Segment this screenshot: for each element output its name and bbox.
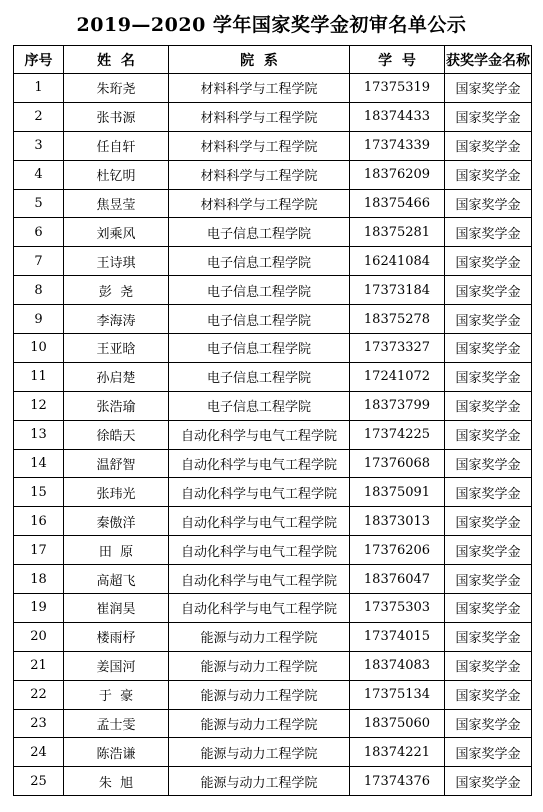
column-header-department: 院 系 bbox=[169, 46, 350, 74]
index-cell: 7 bbox=[14, 247, 64, 276]
department-cell: 自动化科学与电气工程学院 bbox=[169, 420, 350, 449]
student-id-cell: 18376209 bbox=[350, 160, 445, 189]
department-cell: 材料科学与工程学院 bbox=[169, 131, 350, 160]
table-row bbox=[14, 651, 532, 680]
award-cell: 国家奖学金 bbox=[445, 536, 532, 565]
name-cell: 孟士雯 bbox=[64, 709, 169, 738]
name-cell: 张玮光 bbox=[64, 478, 169, 507]
index-cell: 3 bbox=[14, 131, 64, 160]
student-id-cell: 17241072 bbox=[350, 362, 445, 391]
department-cell: 电子信息工程学院 bbox=[169, 218, 350, 247]
table-row bbox=[14, 536, 532, 565]
award-cell: 国家奖学金 bbox=[445, 507, 532, 536]
award-cell: 国家奖学金 bbox=[445, 594, 532, 623]
department-cell: 能源与动力工程学院 bbox=[169, 767, 350, 796]
student-id-cell: 17374339 bbox=[350, 131, 445, 160]
department-cell: 能源与动力工程学院 bbox=[169, 651, 350, 680]
table-row bbox=[14, 622, 532, 651]
award-cell: 国家奖学金 bbox=[445, 74, 532, 103]
table-row bbox=[14, 767, 532, 796]
award-cell: 国家奖学金 bbox=[445, 160, 532, 189]
name-cell: 王诗琪 bbox=[64, 247, 169, 276]
table-row bbox=[14, 305, 532, 334]
name-cell: 田 原 bbox=[64, 536, 169, 565]
student-id-cell: 17373327 bbox=[350, 334, 445, 363]
index-cell: 6 bbox=[14, 218, 64, 247]
name-cell: 徐皓天 bbox=[64, 420, 169, 449]
student-id-cell: 18374221 bbox=[350, 738, 445, 767]
award-cell: 国家奖学金 bbox=[445, 622, 532, 651]
table-row bbox=[14, 247, 532, 276]
name-cell: 任自轩 bbox=[64, 131, 169, 160]
department-cell: 电子信息工程学院 bbox=[169, 276, 350, 305]
table-row bbox=[14, 738, 532, 767]
department-cell: 能源与动力工程学院 bbox=[169, 738, 350, 767]
student-id-cell: 17376068 bbox=[350, 449, 445, 478]
department-cell: 自动化科学与电气工程学院 bbox=[169, 449, 350, 478]
department-cell: 自动化科学与电气工程学院 bbox=[169, 565, 350, 594]
index-cell: 19 bbox=[14, 594, 64, 623]
award-cell: 国家奖学金 bbox=[445, 680, 532, 709]
award-cell: 国家奖学金 bbox=[445, 420, 532, 449]
department-cell: 材料科学与工程学院 bbox=[169, 74, 350, 103]
index-cell: 14 bbox=[14, 449, 64, 478]
student-id-cell: 17375303 bbox=[350, 594, 445, 623]
award-cell: 国家奖学金 bbox=[445, 362, 532, 391]
department-cell: 自动化科学与电气工程学院 bbox=[169, 594, 350, 623]
column-header-index: 序号 bbox=[14, 46, 64, 74]
index-cell: 4 bbox=[14, 160, 64, 189]
index-cell: 12 bbox=[14, 391, 64, 420]
award-cell: 国家奖学金 bbox=[445, 738, 532, 767]
award-cell: 国家奖学金 bbox=[445, 305, 532, 334]
table-row bbox=[14, 362, 532, 391]
student-id-cell: 18373799 bbox=[350, 391, 445, 420]
name-cell: 秦傲洋 bbox=[64, 507, 169, 536]
department-cell: 材料科学与工程学院 bbox=[169, 189, 350, 218]
department-cell: 自动化科学与电气工程学院 bbox=[169, 507, 350, 536]
table-row bbox=[14, 391, 532, 420]
department-cell: 电子信息工程学院 bbox=[169, 247, 350, 276]
student-id-cell: 16241084 bbox=[350, 247, 445, 276]
table-row bbox=[14, 680, 532, 709]
student-id-cell: 18375278 bbox=[350, 305, 445, 334]
table-row bbox=[14, 131, 532, 160]
award-cell: 国家奖学金 bbox=[445, 247, 532, 276]
index-cell: 22 bbox=[14, 680, 64, 709]
student-id-cell: 18374433 bbox=[350, 102, 445, 131]
name-cell: 李海涛 bbox=[64, 305, 169, 334]
table-row bbox=[14, 507, 532, 536]
student-id-cell: 18375060 bbox=[350, 709, 445, 738]
department-cell: 材料科学与工程学院 bbox=[169, 102, 350, 131]
department-cell: 自动化科学与电气工程学院 bbox=[169, 478, 350, 507]
name-cell: 王亚晗 bbox=[64, 334, 169, 363]
table-row bbox=[14, 74, 532, 103]
student-id-cell: 17375319 bbox=[350, 74, 445, 103]
name-cell: 刘乘风 bbox=[64, 218, 169, 247]
student-id-cell: 17374015 bbox=[350, 622, 445, 651]
column-header-student-id: 学 号 bbox=[350, 46, 445, 74]
table-header-row bbox=[14, 46, 532, 74]
student-id-cell: 18375281 bbox=[350, 218, 445, 247]
name-cell: 焦昱莹 bbox=[64, 189, 169, 218]
index-cell: 10 bbox=[14, 334, 64, 363]
index-cell: 15 bbox=[14, 478, 64, 507]
scholarship-table bbox=[13, 45, 532, 796]
index-cell: 2 bbox=[14, 102, 64, 131]
student-id-cell: 18373013 bbox=[350, 507, 445, 536]
name-cell: 楼雨杼 bbox=[64, 622, 169, 651]
name-cell: 姜国河 bbox=[64, 651, 169, 680]
table-row bbox=[14, 102, 532, 131]
student-id-cell: 18376047 bbox=[350, 565, 445, 594]
name-cell: 杜钇明 bbox=[64, 160, 169, 189]
index-cell: 16 bbox=[14, 507, 64, 536]
index-cell: 8 bbox=[14, 276, 64, 305]
award-cell: 国家奖学金 bbox=[445, 131, 532, 160]
student-id-cell: 17374225 bbox=[350, 420, 445, 449]
department-cell: 电子信息工程学院 bbox=[169, 334, 350, 363]
award-cell: 国家奖学金 bbox=[445, 767, 532, 796]
award-cell: 国家奖学金 bbox=[445, 709, 532, 738]
student-id-cell: 17373184 bbox=[350, 276, 445, 305]
table-row bbox=[14, 218, 532, 247]
name-cell: 崔润昊 bbox=[64, 594, 169, 623]
index-cell: 18 bbox=[14, 565, 64, 594]
name-cell: 张浩瑜 bbox=[64, 391, 169, 420]
award-cell: 国家奖学金 bbox=[445, 218, 532, 247]
index-cell: 25 bbox=[14, 767, 64, 796]
department-cell: 材料科学与工程学院 bbox=[169, 160, 350, 189]
index-cell: 11 bbox=[14, 362, 64, 391]
award-cell: 国家奖学金 bbox=[445, 565, 532, 594]
award-cell: 国家奖学金 bbox=[445, 478, 532, 507]
department-cell: 电子信息工程学院 bbox=[169, 305, 350, 334]
award-cell: 国家奖学金 bbox=[445, 651, 532, 680]
name-cell: 朱 旭 bbox=[64, 767, 169, 796]
table-row bbox=[14, 478, 532, 507]
index-cell: 17 bbox=[14, 536, 64, 565]
table-row bbox=[14, 189, 532, 218]
name-cell: 高超飞 bbox=[64, 565, 169, 594]
table-row bbox=[14, 276, 532, 305]
name-cell: 温舒智 bbox=[64, 449, 169, 478]
index-cell: 5 bbox=[14, 189, 64, 218]
page-title: 2019—2020 学年国家奖学金初审名单公示 bbox=[76, 14, 467, 36]
department-cell: 能源与动力工程学院 bbox=[169, 622, 350, 651]
department-cell: 自动化科学与电气工程学院 bbox=[169, 536, 350, 565]
name-cell: 于 豪 bbox=[64, 680, 169, 709]
name-cell: 彭 尧 bbox=[64, 276, 169, 305]
award-cell: 国家奖学金 bbox=[445, 276, 532, 305]
index-cell: 1 bbox=[14, 74, 64, 103]
table-row bbox=[14, 709, 532, 738]
table-row bbox=[14, 420, 532, 449]
department-cell: 能源与动力工程学院 bbox=[169, 709, 350, 738]
student-id-cell: 18375466 bbox=[350, 189, 445, 218]
index-cell: 13 bbox=[14, 420, 64, 449]
column-header-award: 获奖学金名称 bbox=[445, 46, 532, 74]
index-cell: 20 bbox=[14, 622, 64, 651]
award-cell: 国家奖学金 bbox=[445, 102, 532, 131]
student-id-cell: 17374376 bbox=[350, 767, 445, 796]
student-id-cell: 17376206 bbox=[350, 536, 445, 565]
award-cell: 国家奖学金 bbox=[445, 189, 532, 218]
name-cell: 陈浩谦 bbox=[64, 738, 169, 767]
name-cell: 张书源 bbox=[64, 102, 169, 131]
table-row bbox=[14, 449, 532, 478]
table-row bbox=[14, 334, 532, 363]
table-row bbox=[14, 565, 532, 594]
department-cell: 电子信息工程学院 bbox=[169, 362, 350, 391]
name-cell: 孙启楚 bbox=[64, 362, 169, 391]
index-cell: 23 bbox=[14, 709, 64, 738]
name-cell: 朱珩尧 bbox=[64, 74, 169, 103]
table-row bbox=[14, 594, 532, 623]
award-cell: 国家奖学金 bbox=[445, 334, 532, 363]
department-cell: 电子信息工程学院 bbox=[169, 391, 350, 420]
award-cell: 国家奖学金 bbox=[445, 391, 532, 420]
student-id-cell: 17375134 bbox=[350, 680, 445, 709]
index-cell: 9 bbox=[14, 305, 64, 334]
award-cell: 国家奖学金 bbox=[445, 449, 532, 478]
column-header-name: 姓 名 bbox=[64, 46, 169, 74]
index-cell: 24 bbox=[14, 738, 64, 767]
index-cell: 21 bbox=[14, 651, 64, 680]
student-id-cell: 18375091 bbox=[350, 478, 445, 507]
table-row bbox=[14, 160, 532, 189]
student-id-cell: 18374083 bbox=[350, 651, 445, 680]
department-cell: 能源与动力工程学院 bbox=[169, 680, 350, 709]
